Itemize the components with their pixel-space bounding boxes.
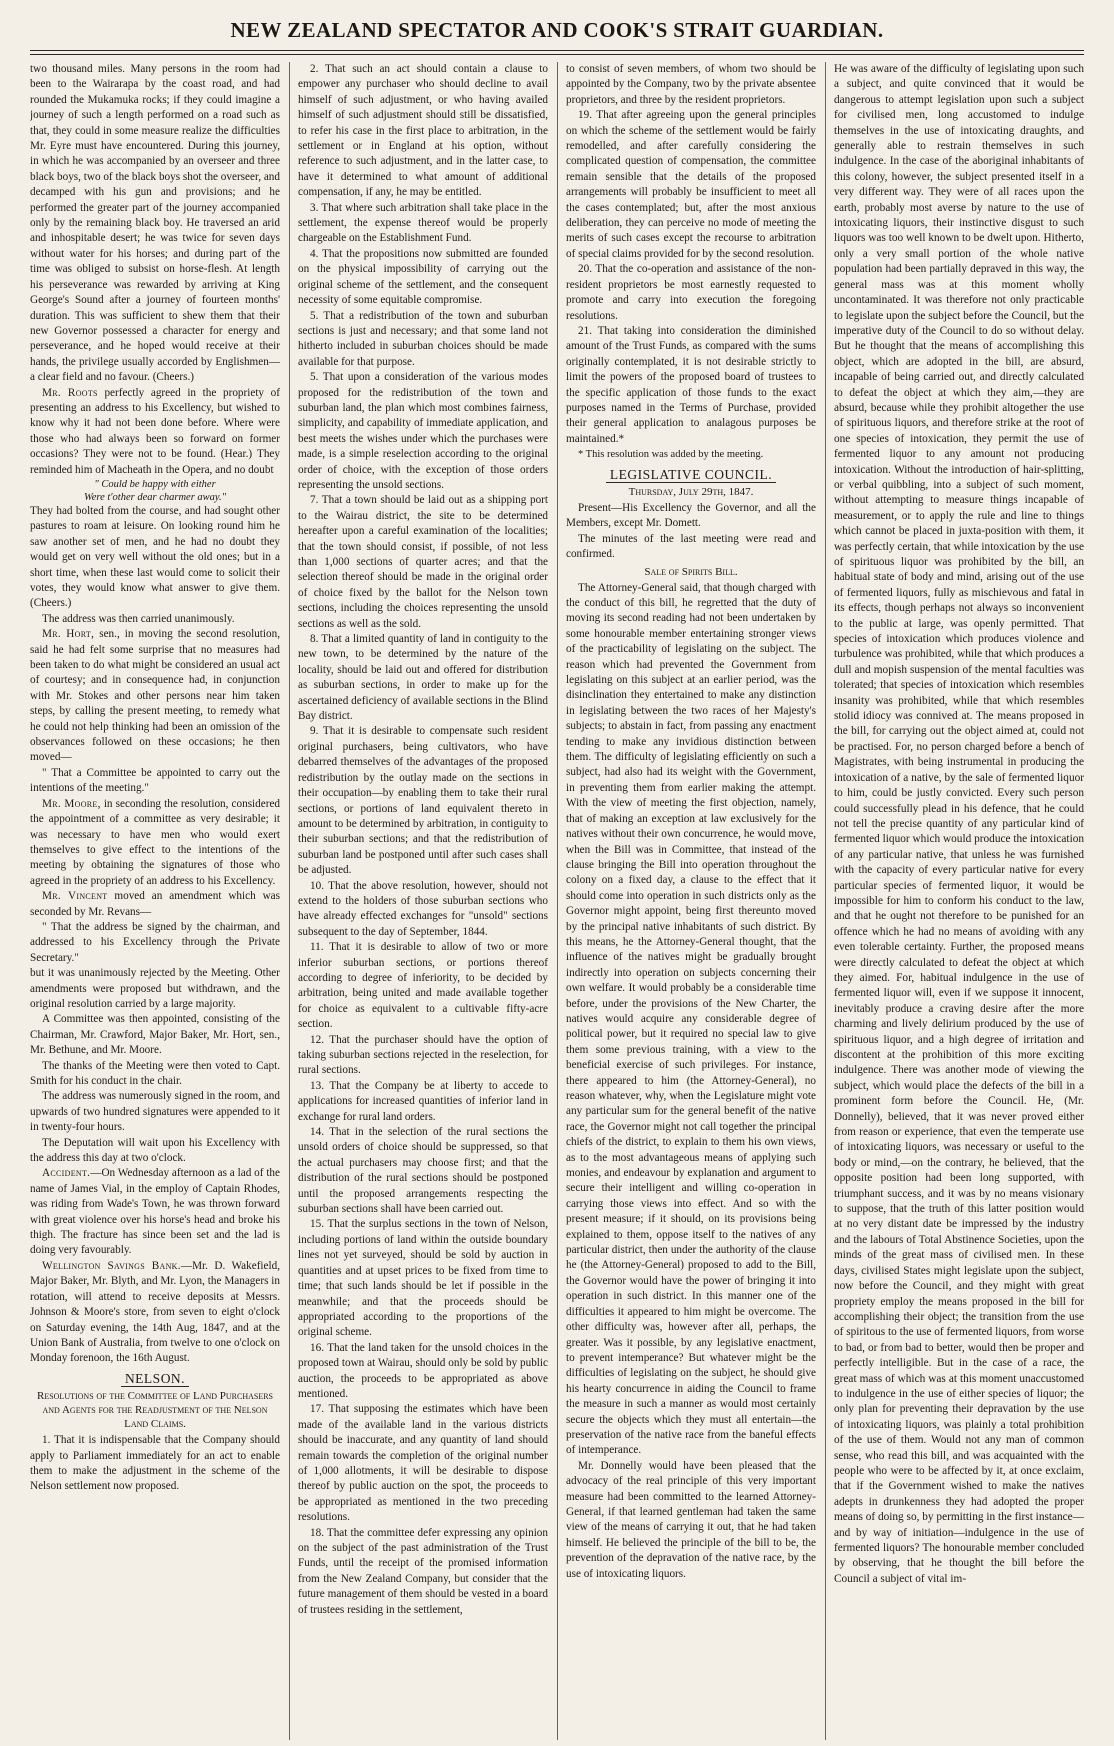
paragraph: The thanks of the Meeting were then voted to Capt. Smith for his conduct in the chair. — [30, 1059, 280, 1087]
section-heading: LEGISLATIVE COUNCIL. — [566, 467, 816, 482]
paragraph: Accident.—On Wednesday afternoon as a lad of the name of James Vial, in the employ of Captain Rhodes, was riding from Wade's Town, he was thrown forward with great violence over his horse's head and broke his thigh. The fracture has since been set and the lad is doing very favourably. — [30, 1167, 280, 1257]
resolution: 1. That it is indispensable that the Company should apply to Parliament immediately for an act to enable them to make the adjustment in the scheme of the Nelson settlement now proposed. — [30, 1434, 280, 1493]
speaker-name: Mr. Vincent — [42, 890, 108, 903]
masthead-rule — [30, 50, 1084, 51]
resolution: 20. That the co-operation and assistance of the non-resident proprietors be most earnestly requested to promote and carry into execution the foregoing resolutions. — [566, 263, 816, 322]
item-title: Wellington Savings Bank. — [42, 1259, 181, 1272]
resolution: 13. That the Company be at liberty to accede to applications for increased quantities of inferior land in exchange for rural land orders. — [298, 1079, 548, 1123]
paragraph: The address was then carried unanimously. — [42, 612, 235, 625]
footnote: * This resolution was added by the meeting. — [578, 449, 764, 461]
resolution: 10. That the above resolution, however, should not extend to the holders of those suburban sections who have already effected exchanges for "unsold" sections subsequent to the day of September, 1844. — [298, 879, 548, 938]
speaker-name: Mr. Moore, — [42, 797, 101, 810]
resolution: 17. That supposing the estimates which have been made of the available land in the various districts should be inaccurate, and any quantity of land should remain towards the completion of the original number of 1,000 allotments, it will be desirable to dispose thereof by public auction on the spot, the proceeds to be appropriated as mentioned in the two preceding resolutions. — [298, 1403, 548, 1524]
paragraph: " That the address be signed by the chairman, and addressed to his Excellency through the Private Secretary." — [30, 920, 280, 964]
column-divider — [825, 62, 826, 1740]
masthead: NEW ZEALAND SPECTATOR AND COOK'S STRAIT GUARDIAN. — [230, 18, 884, 42]
resolution: 9. That it is desirable to compensate such resident original purchasers, being cultivators, who have debarred themselves of the advantages of the proposed redistribution by the outlay made on the sections in their occupation—by enabling them to take their rural sections, or portions of land equivalent thereto in amount to be determined by arbitration, in contiguity to their suburban sections; and that the redistribution of suburban land be postponed until after such cases shall be adjusted. — [298, 725, 548, 877]
paragraph: " That a Committee be appointed to carry out the intentions of the meeting." — [30, 766, 280, 795]
paragraph: two thousand miles. Many persons in the room had been to the Wairarapa by the coast road, and had rounded the Mukamuka rocks; if they could imagine a journey of such a length performed on a road such as that, they could in some measure realize the difficulties Mr. Eyre must have encountered. During this journey, in which he was accompanied by an overseer and three black boys, two of the black boys shot the overseer, and decamped with his gun and provisions; and he performed the greater part of the journey accompanied only by the remaining black boy. He traversed an arid and inhospitable desert; he was twice for seven days without water for his horses; and during part of the time was obliged to subsist on horse-flesh. At length his perseverance was rewarded by arriving at King George's Sound after a journey of fourteen months' duration. This was sufficient to shew them that their new Governor possessed a character for energy and perseverance, and he hoped would receive at their hands, the privilege usually accorded by Englishmen—a clear field and no favour. (Cheers.) — [30, 63, 280, 384]
paragraph: Mr. Vincent moved an amendment which was seconded by Mr. Revans— — [30, 890, 280, 918]
paragraph: but it was unanimously rejected by the Meeting. Other amendments were proposed but withdrawn, and the original resolution carried by a large majority. — [30, 967, 280, 1010]
verse-line: Were t'other dear charmer away." — [83, 491, 227, 503]
paragraph: The Deputation will wait upon his Excellency with the address this day at two o'clock. — [30, 1136, 280, 1165]
item-title: Accident. — [42, 1167, 91, 1180]
paragraph: The address was numerously signed in the room, and upwards of two hundred signatures were appended to it in twenty-four hours. — [30, 1090, 280, 1134]
masthead-rule-thin — [30, 54, 1084, 55]
paragraph: Mr. Roots perfectly agreed in the propriety of presenting an address to his Excellency, but wished to know why it had not been done before. Where were those who had always been so forward on former occasions? They were not to be found. (Hear.) They reminded him of Macheath in the Opera, and no doubt — [30, 386, 280, 476]
resolution: 2. That such an act should contain a clause to empower any purchaser who should decline to avail himself of such adjustment, or who having availed himself of such adjustment should still be dissatisfied, to refer his case in the first place to arbitration, in the settlement or in England at his option, without reference to such adjustment, and in the latter case, to have it determined to what amount of additional compensation, if any, he may be entitled. — [298, 63, 548, 199]
column-4 — [834, 62, 1084, 1740]
bill-title: Sale of Spirits Bill. — [644, 565, 738, 578]
resolution: 11. That it is desirable to allow of two or more inferior suburban sections, or portions thereof according to degree of inferiority, to be decided by arbitration, being united and made available together for choice as equivalent to a cultivable fifty-acre section. — [298, 941, 548, 1031]
resolution: 5. That a redistribution of the town and suburban sections is just and necessary; and that some land not hitherto included in suburban choices should be made available for that purpose. — [298, 309, 548, 368]
resolution: 16. That the land taken for the unsold choices in the proposed town at Wairau, should only be sold by public auction, the proceeds to be appropriated as above mentioned. — [298, 1341, 548, 1400]
paragraph: Mr. Donnelly would have been pleased that the advocacy of the real principle of this very important measure had been committed to the learned Attorney-General, if that learned gentleman had taken the same view of the means of carrying it out, that he had taken himself. He believed the principle of the bill to be, the prevention of the depravation of the native race, by the use of intoxicating liquors. — [566, 1459, 816, 1580]
verse-line: " Could be happy with either — [94, 478, 216, 490]
columns — [30, 62, 1084, 1740]
column-3 — [566, 62, 816, 1740]
paragraph: to consist of seven members, of whom two should be appointed by the Company, two by the private absentee proprietors, and three by the resident proprietors. — [566, 63, 816, 106]
resolution: 5. That upon a consideration of the various modes proposed for the redistribution of the town and suburban land, the plan which most combines fairness, simplicity, and capability of immediate application, and best meets the wishes under which the purchases were made, is a simple reselection according to the original order of choice, with the exception of those orders representing the unsold sections. — [298, 371, 548, 491]
resolution: 7. That a town should be laid out as a shipping port to the Wairau district, the site to be determined hereafter upon a careful examination of the localities; that the town should consist, if possible, of not less than 1,000 sections of quarter acres; and that the selection thereof should be made in the original order of choice fixed by the ballot for the Nelson town sections, including the choices representing the unsold sections as well as the sold. — [298, 494, 548, 630]
paragraph: Mr. Hort, sen., in moving the second resolution, said he had felt some surprise that no measures had been taken to do what might be considered an usual act of courtesy; and in consequence had, in conjunction with Mr. Stokes and other persons near him taken steps, by calling the present meeting, to remedy what he could not help thinking had been an omission of the observances followed on these occasions; he then moved— — [30, 628, 280, 764]
paragraph: Mr. Moore, in seconding the resolution, considered the appointment of a committee as very desirable; it was necessary to have men who would exert themselves to give effect to the intentions of the meeting by obtaining the signatures of those who agreed in the propriety of an address to his Excellency. — [30, 797, 280, 887]
resolution: 8. That a limited quantity of land in contiguity to the new town, to be determined by the nature of the locality, should be laid out and offered for distribution as suburban sections, in order to make up for the ascertained deficiency of available sections in the Blind Bay district. — [298, 633, 548, 723]
column-divider — [289, 62, 290, 1740]
paragraph: A Committee was then appointed, consisting of the Chairman, Mr. Crawford, Major Baker, Mr. Hort, sen., Mr. Bethune, and Mr. Moore. — [30, 1013, 280, 1057]
resolution: 12. That the purchaser should have the option of taking suburban sections rejected in the reselection, for rural sections. — [298, 1033, 548, 1077]
column-1 — [30, 62, 280, 1740]
section-subheading: Resolutions of the Committee of Land Purchasers and Agents for the Readjustment of the Nelson Land Claims. — [36, 1390, 274, 1431]
resolution: 19. That after agreeing upon the general principles on which the scheme of the settlement would be fairly remodelled, and after carefully considering the complicated question of compensation, the committee remain sensible that the details of the proposed arrangements will probably be insufficient to meet all the cases contemplated; but, after the most anxious deliberation, they can perceive no mode of meeting the merits of such cases except the recourse to arbitration of special claims provided for by the second resolution. — [566, 109, 816, 260]
resolution: 21. That taking into consideration the diminished amount of the Trust Funds, as compared with the sums originally contemplated, it is not desirable strictly to limit the powers of the proposed board of trustees to the specific application of those funds to the exact purposes named in the Terms of Purchase, provided their general application to analagous purposes be maintained.* — [566, 324, 816, 445]
resolution: 15. That the surplus sections in the town of Nelson, including portions of land within the outside boundary lines not yet surveyed, should be sold by auction in quantities and at upset prices to be fixed from time to time; that such lands should be let if possible in the meanwhile; and that the proceeds should be appropriated according to the proportions of the original scheme. — [298, 1218, 548, 1339]
resolution: 14. That in the selection of the rural sections the unsold orders of choice should be suppressed, so that the actual purchasers may choose first; and that the distribution of the rural sections should be postponed until the proposed arrangements respecting the suburban sections shall have been carried out. — [298, 1126, 548, 1216]
section-heading: NELSON. — [30, 1371, 280, 1386]
speaker-name: Mr. Hort, — [42, 628, 95, 641]
column-divider — [557, 62, 558, 1740]
column-2 — [298, 62, 548, 1740]
speaker-name: Mr. Roots — [42, 386, 98, 399]
resolution: 18. That the committee defer expressing any opinion on the subject of the past administration of the Trust Funds, until the receipt of the promised information from the New Zealand Company, but consider that the future management of them should be vested in a board of trustees residing in the settlement, — [298, 1526, 548, 1616]
resolution: 4. That the propositions now submitted are founded on the physical impossibility of carrying out the original scheme of the settlement, and the consequent necessity of some equitable compromise. — [298, 247, 548, 307]
paragraph: The Attorney-General said, that though charged with the conduct of this bill, he regretted that the duty of moving its second reading had not been undertaken by some honourable member entertaining stronger views of the practicability of legislating on the subject. The reason which had prevented the Government from legislating on this subject at an earlier period, was the disinclination they entertained to make any distinction in legislating between the two races of her Majesty's subjects; to abstain in fact, from passing any enactment tending to make any invidious distinction between them. The difficulty of legislating efficiently on such a subject, had also had its weight with the Government, in preventing them from earlier making the attempt. With the view of meeting the first objection, namely, that of making an exception at law exclusively for the natives without their own concurrence, he would move, when the Bill was in Committee, that instead of the clause bringing the Bill into operation throughout the colony on a fixed day, a clause to the effect that it should come into operation in such districts only as the Governor might appoint, being first thereunto moved by the principal native inhabitants of such district. By this means, he the Attorney-General thought, that the influence of the natives might be gradually brought indirectly into operation on subjects concerning their own welfare. It would probably be a considerable time before, under the provisions of the New Charter, the natives would acquire any considerable degree of political power, but it required no special law to give them some previous training, with a view to the beneficial exercise of such privileges. For instance, there appeared to him (the Attorney-General), no reason whatever, why, when the Legislature might vote any particular sum for the general benefit of the native race, the Governor might not call together the principal chiefs of the district, to explain to them his own views, as to the most advantageous means of applying such monies, and endeavour by explanation and argument to secure their intelligent and willing co-operation in carrying those views into effect. And so with the present measure; if it should, on its provisions being explained to them, oppose itself to the natives of any particular district, then under the authority of the clause he (the Attorney-General) proposed to add to the Bill, the Governor would have the power of bringing it into operation in such district. In this manner one of the difficulties it appeared to him might be overcome. The other difficulty was, however after all, perhaps, the greater. Was it possible, by any legislative enactment, to prevent intemperance? But whatever might be the difficulties of legislating on the subject, he should give his hearty concurrence in aiding the Council to frame the measure in such a manner as would most certainly secure the objects which they must all entertain—the preservation of the native race from the baneful effects of intemperance. — [566, 581, 816, 1457]
paragraph: They had bolted from the course, and had sought other pastures to roam at leisure. On looking round him he saw another set of men, and he had no doubt they would get on very well without the old ones; but in a short time, when these last would come to solicit their votes, they would know what answer to give them. (Cheers.) — [30, 504, 280, 610]
paragraph: The minutes of the last meeting were read and confirmed. — [566, 532, 816, 561]
paragraph: Present—His Excellency the Governor, and all the Members, except Mr. Domett. — [566, 501, 816, 530]
paragraph: He was aware of the difficulty of legislating upon such a subject, and quite convinced that it would be dangerous to attempt legislation upon such a subject for civilised men, long accustomed to indulge themselves in the use of intoxicating draughts, and generally able to restrain themselves in such indulgence. In the case of the aboriginal inhabitants of this colony, however, the subject presented itself in a very different way. They were of all races upon the earth, probably most averse by nature to the use of intoxicating liquors, their instinctive disgust to such liquors was too well known to be dwelt upon. Hitherto, only a very small portion of the whole native population had been partially depraved in this way, the general mass was at this moment wholly uncontaminated. It was therefore not only practicable to legislate upon the subject before the Council, but the imperative duty of the Council to do so without delay. But he thought that the means of accomplishing this object, which are adopted in the bill, are absurd, incapable of being carried out, and directly calculated to defeat the object at which they aim,—they are absurd, because while they prohibit altogether the use of spirituous liquors, and therefore strike at the root of one species of intoxication, they permit the use of fermented liquor to any amount not producing intoxication. Without the introduction of hair-splitting, or verbal quibbling, into a subject of such moment, without attempting to measure things incapable of measurement, or to apply the rule and line to things which cannot be placed in juxta-position with them, it was perfectly certain, that while intoxication by the use of spirituous liquor was prohibited by the bill, an habitual state of body and mind, arising out of the use of fermented liquors, fully as mischievous and fatal in its effects, though perhaps not always so inconvenient to the public at large, was openly permitted. That species of intoxication which produces violence and turbulence was prohibited, while that which produces a dull and mopish suspension of the mental faculties was tolerated; that species of intoxication which resembles insanity was prohibited, while that which resembles stolid idiocy was connived at. The means proposed in the bill, for carrying out the object aimed at, could not be practised. For, no person charged before a bench of Magistrates, with being instrumental in producing the intoxication of a native, by the sale of fermented liquor to him, could be justly convicted. Every such person could successfully plead in his defence, that he could not tell the precise quantity of any particular kind of fermented liquor which would produce the intoxication of any particular native, that unless he was furnished with the capacity of every particular native for every particular species of fermented liquor, it would be impossible for him to conform his conduct to the law, and that he ought not therefore to be punished for an offence which he had no means of avoiding with any even tolerable certainty. Further, the proposed means were directly calculated to defeat the object at which they aimed. For, habitual indulgence in the use of fermented liquor will, even if we suppose it innocent, inevitably produce a craving desire after the more charming and lively delirium produced by the use of spirituous liquor, and a high degree of irritation and discontent at the prohibition of this more exciting indulgence. There was another mode of viewing the subject, which would place the defects of the bill in a prominent form before the Council. He, (Mr. Donnelly), believed, that it was never proved either from reason or experience, that even the temperate use of intoxicating liquors, was necessary or useful to the body or mind,—on the contrary, he believed, that the opposite position had been long supported, with triumphant success, and it was by no means visionary to suppose, that the truth of this latter position would at no very distant date be impressed by the industry and the labours of Total Abstinence Societies, upon the minds of the great mass of civilised men. In these days, civilised States might legislate upon the subject, now before the Council, and they might with great propriety employ the means proposed in the bill for accomplishing their object; the transition from the use of spiritous to the use of fermented liquors, from worse to bad, or from bad to better, would then be proper and perfectly intelligible. But in the case of a race, the great mass of which was at this moment unaccustomed to indulgence in the use of either species of liquor; the only plan for preventing their depravation by the use of intoxicating liquors, was plainly a total prohibition of the use of them. Would not any man of common sense, who read this bill, and was acquainted with the people who were to be affected by it, at once exclaim, that if the Government wished to make the natives adepts in drunkenness they had adopted the proper means of doing so, by permitting in the first instance—and by way of initiation—indulgence in the use of fermented liquors? The honourable member concluded by observing, that he thought the bill before the Council a subject of vital im- — [834, 63, 1084, 1585]
session-date: Thursday, July 29th, 1847. — [628, 485, 754, 498]
resolution: 3. That where such arbitration shall take place in the settlement, the expense thereof would be properly chargeable on the Establishment Fund. — [298, 201, 548, 245]
paragraph: Wellington Savings Bank.—Mr. D. Wakefield, Major Baker, Mr. Blyth, and Mr. Lyon, the Managers in rotation, will attend to receive deposits at Messrs. Johnson & Moore's store, from seven to eight o'clock on Saturday evening, the 14th Aug, 1847, and at the Union Bank of Australia, from twelve to one o'clock on Monday forenoon, the 16th August. — [30, 1259, 280, 1365]
